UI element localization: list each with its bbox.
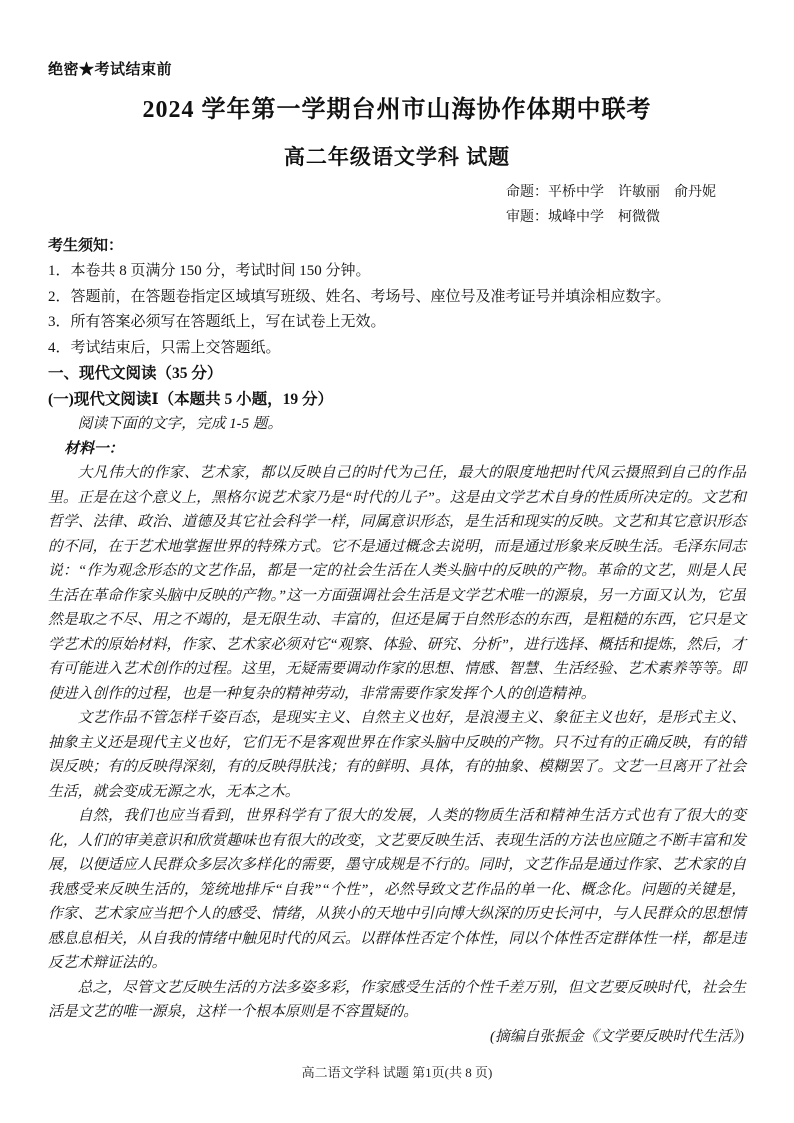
page-footer: 高二语文学科 试题 第1页(共 8 页)	[301, 1065, 493, 1080]
notice-item: 1．本卷共 8 页满分 150 分，考试时间 150 分钟。	[48, 263, 371, 279]
body-paragraph: 文艺作品不管怎样千姿百态，是现实主义、自然主义也好，是浪漫主义、象征主义也好，是形式主义、抽象主义还是现代主义也好，它们无不是客观世界在作家头脑中反映的产物。只不过有的正确反映，有的错误反映；有的反映得深刻，有的反映得肤浅；有的鲜明、具体，有的抽象、模糊罢了。文艺一旦离开了社会生活，就会变成无源之水，无本之木。	[48, 710, 746, 800]
material-label: 材料一：	[64, 440, 124, 457]
notice-item: 4．考试结束后，只需上交答题纸。	[48, 339, 281, 356]
exam-title: 2024 学年第一学期台州市山海协作体期中联考	[142, 97, 652, 123]
reviewer-line: 审题：城峰中学 柯微微	[506, 210, 660, 225]
notice-item: 3．所有答案必须写在答题纸上，写在试卷上无效。	[48, 314, 386, 330]
subsection-heading: (一)现代文阅读Ⅰ（本题共 5 小题，19 分）	[48, 390, 333, 408]
setter-line: 命题：平桥中学 许敏丽 俞丹妮	[506, 185, 716, 200]
section-heading: 一、现代文阅读（35 分）	[48, 365, 223, 382]
body-paragraph: 自然，我们也应当看到，世界科学有了很大的发展，人类的物质生活和精神生活方式也有了很大的变化，人们的审美意识和欣赏趣味也有很大的改变，文艺要反映生活、表现生活的方法也应随之不断丰富和发展，以便适应人民群众多层次多样化的需要，墨守成规是不行的。同时，文艺作品是通过作家、艺术家的自我感受来反映生活的，笼统地排斥“自我”“个性”，必然导致文艺作品的单一化、概念化。问题的关键是，作家、艺术家应当把个人的感受、情绪，从狭小的天地中引向博大纵深的历史长河中，与人民群众的思想情感息息相关，从自我的情绪中触见时代的风云。以群体性否定个体性，同以个体性否定群体性一样，都是违反艺术辩证法的。	[48, 808, 746, 971]
source-attribution: (摘编自张振金《文学要反映时代生活》)	[489, 1028, 744, 1045]
exam-subtitle: 高二年级语文学科 试题	[283, 145, 511, 169]
notice-item: 2．答题前，在答题卷指定区域填写班级、姓名、考场号、座位号及准考证号并填涂相应数字。	[48, 288, 671, 305]
body-paragraph: 总之，尽管文艺反映生活的方法多姿多彩，作家感受生活的个性千差万别，但文艺要反映时代，社会生活是文艺的唯一源泉，这样一个根本原则是不容置疑的。	[48, 979, 746, 1020]
classified-banner: 绝密★考试结束前	[48, 62, 173, 78]
body-paragraph: 大凡伟大的作家、艺术家，都以反映自己的时代为己任，最大的限度地把时代风云摄照到自己的作品里。正是在这个意义上，黑格尔说艺术家乃是“时代的儿子”。这是由文学艺术自身的性质所决定的。文艺和哲学、法律、政治、道德及其它社会科学一样，同属意识形态，是生活和现实的反映。文艺和其它意识形态的不同，在于艺术地掌握世界的特殊方式。它不是通过概念去说明，而是通过形象来反映生活。毛泽东同志说：“作为观念形态的文艺作品，都是一定的社会生活在人类头脑中的反映的产物。革命的文艺，则是人民生活在革命作家头脑中反映的产物。”这一方面强调社会生活是文学艺术唯一的源泉，另一方面又认为，它虽然是取之不尽、用之不竭的，是无限生动、丰富的，但还是属于自然形态的东西，是粗糙的东西，它只是文学艺术的原始材料，作家、艺术家必须对它“观察、体验、研究、分析”，进行选择、概括和提炼，然后，才有可能进入艺术创作的过程。这里，无疑需要调动作家的思想、情感、智慧、生活经验、艺术素养等等。即使进入创作的过程，也是一种复杂的精神劳动，非常需要作家发挥个人的创造精神。	[48, 465, 746, 702]
credits-block	[48, 180, 746, 230]
credits-inner	[506, 180, 716, 230]
notice-heading: 考生须知：	[48, 238, 124, 254]
reading-instruction: 阅读下面的文字，完成 1-5 题。	[77, 416, 283, 432]
